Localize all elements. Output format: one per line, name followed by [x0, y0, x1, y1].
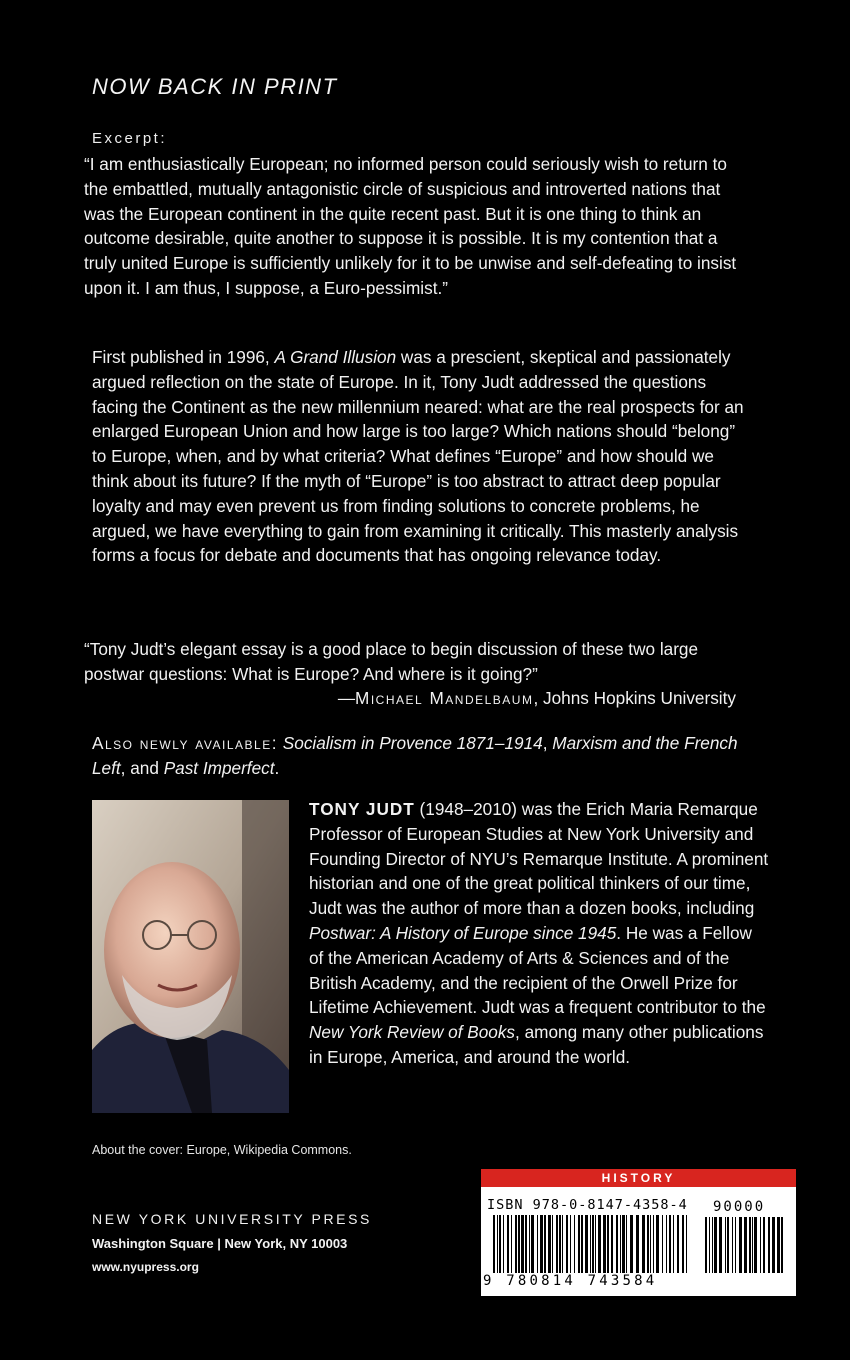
category-band: HISTORY [481, 1169, 796, 1187]
also-sep-1: , [542, 733, 553, 753]
bio-part-2: . He was a Fellow of the American Academy of Arts & Sciences and of the British Academy, and the recipient of the Orwell Prize for Lifetime Achievement. Judt was a frequent contributor to the [309, 922, 766, 1018]
description-part-2: was a prescient, skeptical and passionately argued reflection on the state of Europe. In it, Tony Judt addressed the questions facing the Continent as the new millennium neared: what are the real prospects for an enlarged European Union and how large is too large? Which nations should “belong” to Europe, when, and by what criteria? What defines “Europe” and how should we think about its future? If the myth of “Europe” is too abstract to attract deep popular loyalty and may even prevent us from finding solutions to concrete problems, he argued, we have everything to gain from examining it critically. This masterly analysis forms a focus for debate and documents that has ongoing relevance today. [92, 347, 744, 566]
publisher-website: www.nyupress.org [92, 1260, 199, 1274]
bio-title-1: Postwar: A History of Europe since 1945 [309, 922, 617, 943]
endorser-name: Michael Mandelbaum [355, 688, 534, 708]
publisher-name: NEW YORK UNIVERSITY PRESS [92, 1211, 372, 1227]
endorser-affiliation: , Johns Hopkins University [533, 688, 736, 708]
author-photo [92, 800, 289, 1113]
author-bio [309, 797, 769, 1070]
bio-part-1: (1948–2010) was the Erich Maria Remarque Professor of European Studies at New York University and Founding Director of NYU’s Remarque Institute. A prominent historian and one of the great political thinkers of our time, Judt was the author of more than a dozen books, including [309, 799, 769, 919]
barcode-bars [493, 1215, 693, 1273]
also-available-label: Also newly available: [92, 733, 279, 753]
also-title-2: Marxism and the French Left [92, 733, 738, 778]
ean-digits: 9 780814 743584 [483, 1273, 658, 1289]
bio-part-3: , among many other publications in Europe, America, and around the world. [309, 1022, 764, 1067]
description-part-1: First published in 1996, [92, 347, 275, 367]
also-end: . [274, 757, 280, 778]
endorsement-attribution [338, 686, 736, 711]
also-available [92, 731, 752, 781]
endorsement-quote: “Tony Judt’s elegant essay is a good place to begin discussion of these two large postwar questions: What is Europe? And where is it going?” [84, 639, 699, 684]
bio-title-2: New York Review of Books [309, 1022, 516, 1043]
book-description [92, 345, 752, 568]
author-portrait-image [92, 800, 289, 1113]
publisher-address: Washington Square | New York, NY 10003 [92, 1236, 348, 1251]
also-sep-2: , and [120, 757, 164, 778]
also-title-1: Socialism in Provence 1871–1914 [282, 733, 543, 753]
book-title: A Grand Illusion [274, 347, 397, 367]
banner-heading: NOW BACK IN PRINT [92, 74, 338, 99]
price-code: 90000 [713, 1199, 766, 1215]
attribution-dash: — [337, 688, 356, 708]
also-title-3: Past Imperfect [163, 757, 275, 778]
author-name: TONY JUDT [309, 799, 415, 819]
excerpt-text: “I am enthusiastically European; no informed person could seriously wish to return to the embattled, mutually antagonistic circle of suspicious and introverted nations that was the European continent in the quite recent past. But it is one thing to think an outcome desirable, quite another to suppose it is possible. It is my contention that a truly united Europe is sufficiently unlikely for it to be unwise and self-defeating to insist upon it. I am thus, I suppose, a Euro-pessimist.” [84, 154, 737, 298]
barcode-panel [481, 1169, 796, 1296]
cover-credit: About the cover: Europe, Wikipedia Commons. [92, 1143, 352, 1157]
barcode-supplement-bars [705, 1217, 785, 1273]
isbn-text: ISBN 978-0-8147-4358-4 [487, 1197, 688, 1213]
excerpt-label: Excerpt: [92, 130, 168, 147]
